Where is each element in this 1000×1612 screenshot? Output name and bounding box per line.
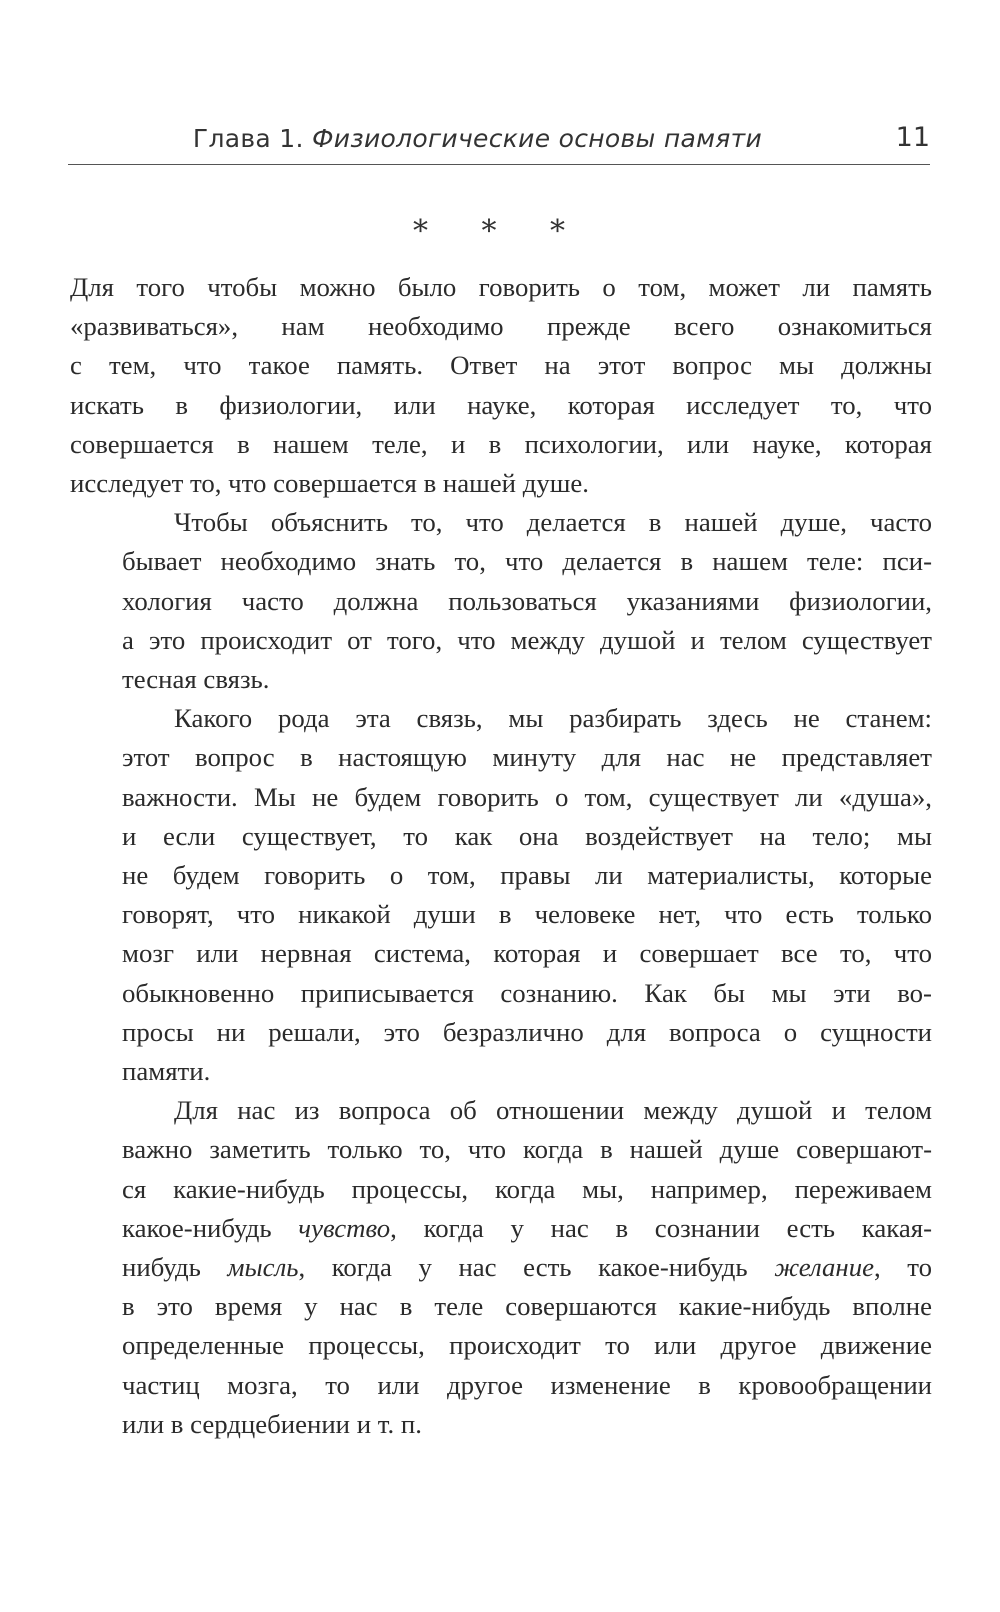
text-line (70, 974, 932, 1013)
text-line (70, 386, 932, 425)
text-run: с тем, что такое память. Ответ на этот вопрос мы должны (70, 350, 932, 381)
paragraph (70, 268, 932, 503)
section-separator: * * * (412, 214, 588, 249)
text-line (70, 542, 932, 581)
text-line (70, 1287, 932, 1326)
running-head (68, 118, 930, 165)
text-run: не будем говорить о том, правы ли материалисты, которые (122, 860, 932, 891)
text-run: какое-нибудь (122, 1212, 299, 1243)
text-run: , когда у нас есть какое-нибудь (298, 1252, 775, 1283)
text-line (70, 817, 932, 856)
text-line (70, 1052, 932, 1091)
text-line (70, 1170, 932, 1209)
text-line (70, 778, 932, 817)
text-line (70, 1013, 932, 1052)
text-line (70, 268, 932, 307)
text-line (70, 1326, 932, 1365)
text-run: обыкновенно приписывается сознанию. Как бы мы эти во- (122, 977, 932, 1008)
text-line (70, 934, 932, 973)
text-run: тесная связь. (122, 664, 270, 695)
text-run: частиц мозга, то или другое изменение в кровообращении (122, 1369, 932, 1400)
text-line (70, 895, 932, 934)
text-run: исследует то, что совершается в нашей душе. (70, 468, 589, 499)
text-line (70, 856, 932, 895)
text-line (70, 1091, 932, 1130)
emphasized-word: желание (774, 1252, 874, 1283)
text-run: Для нас из вопроса об отношении между душой и телом (174, 1095, 932, 1126)
page-number: 11 (895, 122, 930, 153)
text-run: нибудь (122, 1252, 228, 1283)
text-run: ся какие-нибудь процессы, когда мы, например, переживаем (122, 1173, 932, 1204)
text-run: , когда у нас в сознании есть какая- (390, 1212, 932, 1243)
text-run: Для того чтобы можно было говорить о том, может ли память (70, 272, 932, 302)
chapter-heading (193, 124, 762, 153)
text-run: просы ни решали, это безразлично для вопроса о сущности (122, 1016, 932, 1047)
text-run: определенные процессы, происходит то или другое движение (122, 1330, 932, 1361)
paragraph (70, 699, 932, 1091)
text-run: говорят, что никакой души в человеке нет, что есть только (122, 899, 932, 930)
text-run: памяти. (122, 1056, 211, 1087)
text-line (70, 660, 932, 699)
text-line (70, 425, 932, 464)
text-line (70, 621, 932, 660)
text-run: Какого рода эта связь, мы разбирать здесь не станем: (174, 703, 932, 734)
text-line (70, 503, 932, 542)
text-run: Чтобы объяснить то, что делается в нашей душе, часто (174, 507, 932, 538)
body-text (70, 268, 932, 1444)
paragraph (70, 1091, 932, 1444)
text-line (70, 464, 932, 503)
chapter-title: Физиологические основы памяти (311, 124, 762, 153)
text-run: мозг или нервная система, которая и совершает все то, что (122, 938, 932, 969)
text-line (70, 1209, 932, 1248)
text-line (70, 1248, 932, 1287)
text-run: в это время у нас в теле совершаются какие-нибудь вполне (122, 1291, 932, 1322)
text-run: хология часто должна пользоваться указаниями физиологии, (122, 585, 932, 616)
text-run: искать в физиологии, или науке, которая исследует то, что (70, 389, 932, 420)
text-run: важно заметить только то, что когда в нашей душе совершают- (122, 1134, 932, 1165)
text-run: а это происходит от того, что между душой и телом существует (122, 624, 932, 655)
text-run: или в сердцебиении и т. п. (122, 1408, 422, 1439)
text-run: и если существует, то как она воздействует на тело; мы (122, 820, 932, 851)
text-line (70, 582, 932, 621)
text-line (70, 738, 932, 777)
text-line (70, 1130, 932, 1169)
text-line (70, 1405, 932, 1444)
text-line (70, 346, 932, 385)
text-line (70, 1366, 932, 1405)
text-run: важности. Мы не будем говорить о том, существует ли «душа», (122, 781, 932, 812)
emphasized-word: мысль (227, 1252, 299, 1283)
paragraph (70, 503, 932, 699)
emphasized-word: чувство (298, 1212, 391, 1243)
text-line (70, 699, 932, 738)
text-line (70, 307, 932, 346)
text-run: , то (874, 1252, 933, 1283)
text-run: этот вопрос в настоящую минуту для нас не представляет (122, 742, 932, 773)
chapter-prefix: Глава 1. (192, 124, 304, 153)
text-run: бывает необходимо знать то, что делается в нашем теле: пси- (122, 546, 932, 577)
text-run: «развиваться», нам необходимо прежде всего ознакомиться (70, 311, 932, 342)
text-run: совершается в нашем теле, и в психологии, или науке, которая (70, 428, 932, 459)
